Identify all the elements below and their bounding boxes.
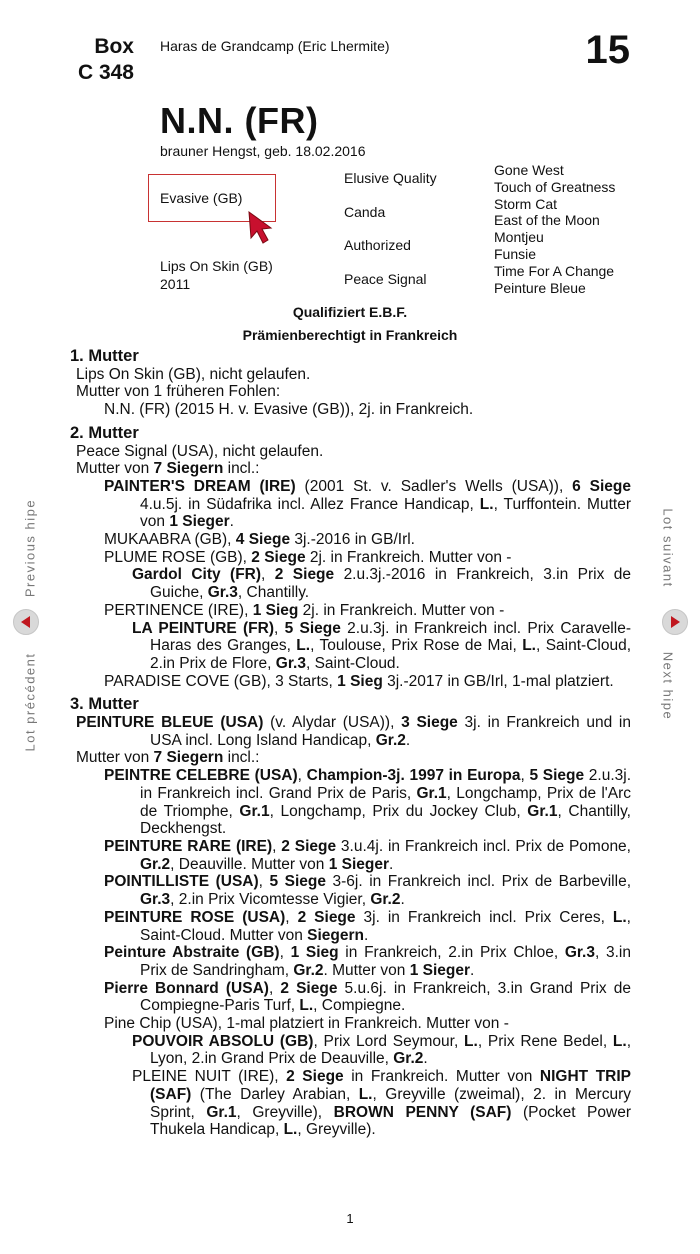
produce-item-peinture-abstraite: Peinture Abstraite (GB), 1 Sieg in Frankreich, 2.in Prix Chloe, Gr.3, 3.in Prix de Sandringham, Gr.2. Mutter von 1 Sieger. (104, 944, 631, 979)
section-title-2: 2. Mutter (70, 423, 139, 442)
lot-number: 15 (585, 28, 630, 72)
third-dam-line: PEINTURE BLEUE (USA) (v. Alydar (USA)), 3 Siege 3j. in Frankreich und in USA incl. Long Island Handicap, Gr.2. (76, 714, 631, 749)
qualification-ebf: Qualifiziert E.B.F. (292, 304, 408, 320)
dam-line: Peace Signal (USA), nicht gelaufen. (76, 442, 324, 460)
produce-item-paradise-cove: PARADISE COVE (GB), 3 Starts, 1 Sieg 3j.-2017 in GB/Irl, 1-mal platziert. (104, 672, 614, 690)
produce-intro: Mutter von 7 Siegern incl.: (76, 749, 260, 767)
box-label: Box (94, 35, 134, 58)
produce-item-peintre-celebre: PEINTRE CELEBRE (USA), Champion-3j. 1997 in Europa, 5 Siege 2.u.3j. in Frankreich incl. Grand Prix de Paris, Gr.1, Longchamp, Prix de l'Arc de Triomphe, Gr.1, Longchamp, Prix du Jockey Club, Gr.1, Chantilly, Deckhengst. (104, 767, 632, 838)
pedigree-dam-year: 2011 (160, 276, 191, 292)
pedigree-great-grandparent: Peinture Bleue (494, 279, 586, 296)
chevron-right-icon (663, 610, 687, 634)
produce-item-painters-dream: PAINTER'S DREAM (IRE) (2001 St. v. Sadler's Wells (USA)), 6 Siege 4.u.5j. in Südafrika incl. Allez France Handicap, L., Turffontein. Mutter von 1 Sieger. (104, 477, 631, 531)
box-number (70, 34, 134, 86)
horse-description: brauner Hengst, geb. 18.02.2016 (160, 143, 366, 159)
produce-item-gardol-city: Gardol City (FR), 2 Siege 2.u.3j.-2016 in Frankreich, 3.in Prix de Guiche, Gr.3, Chantilly. (132, 566, 631, 602)
pedigree-grandparent: Authorized (344, 237, 411, 253)
pedigree-great-grandparent: Gone West (494, 162, 564, 178)
pedigree-grandparent: Canda (344, 204, 386, 220)
produce-intro: Mutter von 7 Siegern incl.: (76, 460, 260, 478)
previous-hipe-link[interactable]: Previous hipe (22, 498, 38, 598)
lot-precedent-link[interactable]: Lot précédent (22, 652, 38, 752)
produce-item-pouvoir-absolu: POUVOIR ABSOLU (GB), Prix Lord Seymour, L., Prix Rene Bedel, L., Lyon, 2.in Grand Prix de Deauville, Gr.2. (132, 1032, 631, 1068)
pedigree-great-grandparent: Time For A Change (494, 262, 615, 279)
section-title-3: 3. Mutter (70, 695, 139, 714)
next-hipe-link[interactable]: Next hipe (660, 651, 676, 721)
produce-item-la-peinture: LA PEINTURE (FR), 5 Siege 2.u.3j. in Frankreich incl. Prix Caravelle-Haras des Granges, L., Toulouse, Prix Rose de Mai, L., Saint-Cloud, 2.in Prix de Flore, Gr.3, Saint-Cloud. (132, 619, 631, 672)
pedigree-great-grandparent: East of the Moon (494, 212, 600, 229)
produce-item-pleine-nuit: PLEINE NUIT (IRE), 2 Siege in Frankreich. Mutter von NIGHT TRIP (SAF) (The Darley Arabian, L., Greyville (zweimal), 2. in Mercury Sprint, Gr.1, Greyville), BROWN PENNY (SAF) (Pocket Power Thukela Handicap, L., Greyville). (132, 1068, 631, 1139)
pedigree-grandparent: Peace Signal (344, 271, 427, 287)
lot-suivant-link[interactable]: Lot suivant (660, 508, 676, 588)
qualification-premium: Prämienberechtigt in Frankreich (242, 327, 458, 343)
produce-intro: Mutter von 1 früheren Fohlen: (76, 383, 281, 401)
produce-item-peinture-rare: PEINTURE RARE (IRE), 2 Siege 3.u.4j. in Frankreich incl. Prix de Pomone, Gr.2, Deauville. Mutter von 1 Sieger. (104, 837, 631, 873)
produce-item: N.N. (FR) (2015 H. v. Evasive (GB)), 2j. in Frankreich. (104, 401, 474, 419)
mouse-pointer-icon (246, 210, 276, 253)
next-lot-button[interactable] (662, 609, 688, 635)
pedigree-grandparent: Elusive Quality (344, 170, 437, 186)
pedigree-great-grandparent: Funsie (494, 245, 537, 262)
produce-item-pertinence: PERTINENCE (IRE), 1 Sieg 2j. in Frankreich. Mutter von - (104, 601, 505, 619)
produce-item-plume-rose: PLUME ROSE (GB), 2 Siege 2j. in Frankreich. Mutter von - (104, 548, 512, 566)
previous-lot-button[interactable] (13, 609, 39, 635)
produce-item-mukaabra: MUKAABRA (GB), 4 Siege 3j.-2016 in GB/Irl. (104, 531, 415, 549)
pedigree-great-grandparent: Storm Cat (494, 195, 558, 212)
stud-name: Haras de Grandcamp (Eric Lhermite) (160, 38, 390, 54)
pedigree-dam[interactable]: Lips On Skin (GB) (160, 258, 273, 274)
catalogue-text (70, 348, 631, 1139)
produce-item-pine-chip: Pine Chip (USA), 1-mal platziert in Frankreich. Mutter von - (104, 1015, 509, 1033)
pedigree-great-grandparents (494, 162, 615, 296)
horse-name: N.N. (FR) (160, 100, 319, 141)
pedigree-great-grandparent: Montjeu (494, 229, 544, 246)
box-code: C 348 (77, 61, 134, 84)
dam-line: Lips On Skin (GB), nicht gelaufen. (76, 365, 311, 383)
produce-item-pointilliste: POINTILLISTE (USA), 5 Siege 3-6j. in Frankreich incl. Prix de Barbeville, Gr.3, 2.in Prix Vicomtesse Vigier, Gr.2. (104, 873, 631, 909)
pedigree-sire[interactable]: Evasive (GB) (160, 190, 243, 206)
chevron-left-icon (14, 610, 38, 634)
pedigree-great-grandparent: Touch of Greatness (494, 178, 616, 195)
produce-item-pierre-bonnard: Pierre Bonnard (USA), 2 Siege 5.u.6j. in Frankreich, 3.in Grand Prix de Compiegne-Paris Turf, L., Compiegne. (104, 979, 632, 1015)
produce-item-peinture-rose: PEINTURE ROSE (USA), 2 Siege 3j. in Frankreich incl. Prix Ceres, L., Saint-Cloud. Mutter von Siegern. (104, 908, 631, 944)
section-title-1: 1. Mutter (70, 347, 139, 365)
page-number: 1 (346, 1211, 354, 1226)
